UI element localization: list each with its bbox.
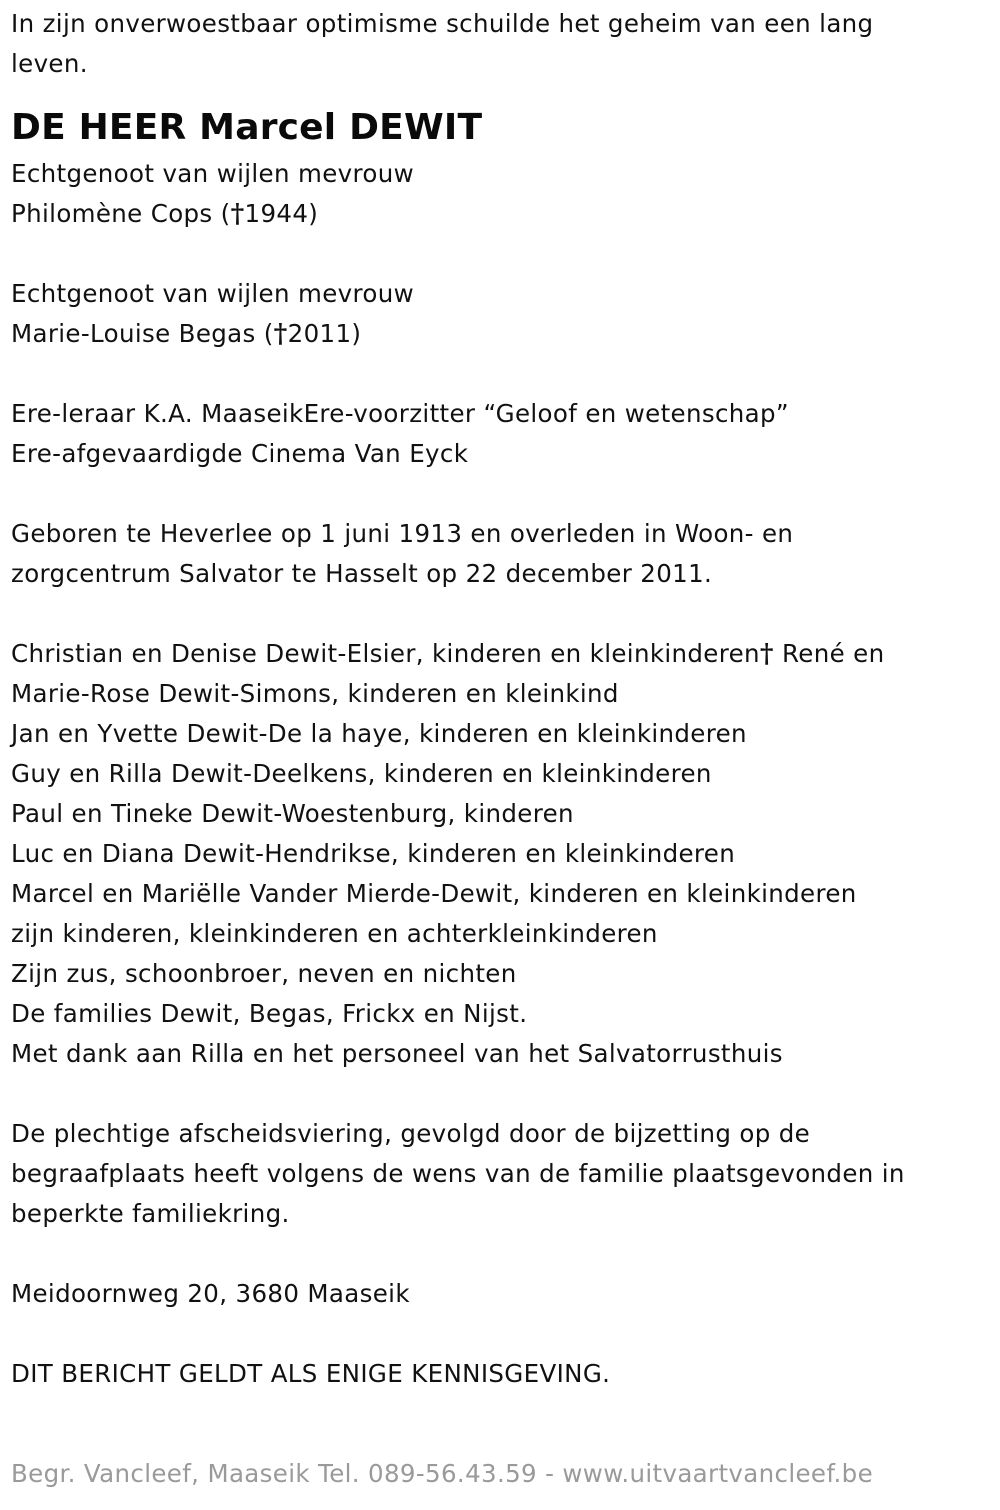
- family-line: [11, 634, 986, 674]
- family-line-end: René en: [773, 639, 885, 668]
- spouse-name-line: [11, 194, 986, 234]
- birth-death-line: zorgcentrum Salvator te Hasselt op 22 december 2011.: [11, 559, 713, 588]
- quote-line: leven.: [11, 49, 88, 78]
- spouse-relation: Echtgenoot van wijlen mevrouw: [11, 159, 414, 188]
- family-line: Zijn zus, schoonbroer, neven en nichten: [11, 959, 517, 988]
- obituary-document: [11, 4, 986, 1394]
- funeral-home-footer: Begr. Vancleef, Maaseik Tel. 089-56.43.59 - www.uitvaartvancleef.be: [11, 1459, 873, 1488]
- spouse-block: [11, 154, 986, 234]
- paragraph-gap: [11, 234, 986, 274]
- honor-line: Ere-leraar K.A. MaaseikEre-voorzitter “Geloof en wetenschap”: [11, 399, 789, 428]
- paragraph-gap: [11, 1074, 986, 1114]
- family-line: De families Dewit, Begas, Frickx en Nijst.: [11, 999, 528, 1028]
- family-line: Marcel en Mariëlle Vander Mierde-Dewit, kinderen en kleinkinderen: [11, 879, 857, 908]
- paragraph-gap: [11, 1234, 986, 1274]
- quote-line: In zijn onverwoestbaar optimisme schuilde het geheim van een lang: [11, 9, 874, 38]
- paragraph-gap: [11, 354, 986, 394]
- ceremony-block: [11, 1114, 986, 1234]
- honors-block: [11, 394, 986, 474]
- spouse-year: 1944): [244, 199, 319, 228]
- paragraph-gap: [11, 594, 986, 634]
- opening-quote: [11, 4, 986, 84]
- spouse-block: [11, 274, 986, 354]
- family-line: Paul en Tineke Dewit-Woestenburg, kinderen: [11, 799, 574, 828]
- family-block: [11, 634, 986, 1074]
- family-line: Met dank aan Rilla en het personeel van het Salvatorrusthuis: [11, 1039, 783, 1068]
- spouse-year: 2011): [287, 319, 362, 348]
- ceremony-line: beperkte familiekring.: [11, 1199, 290, 1228]
- birth-death-block: [11, 514, 986, 594]
- dagger-icon: †: [230, 199, 245, 229]
- family-line: Guy en Rilla Dewit-Deelkens, kinderen en kleinkinderen: [11, 759, 712, 788]
- paragraph-gap: [11, 1314, 986, 1354]
- birth-death-line: Geboren te Heverlee op 1 juni 1913 en overleden in Woon- en: [11, 519, 794, 548]
- honor-line: Ere-afgevaardigde Cinema Van Eyck: [11, 439, 469, 468]
- dagger-icon: †: [759, 639, 774, 669]
- ceremony-line: De plechtige afscheidsviering, gevolgd door de bijzetting op de: [11, 1119, 811, 1148]
- family-line: Luc en Diana Dewit-Hendrikse, kinderen en kleinkinderen: [11, 839, 736, 868]
- family-line: Jan en Yvette Dewit-De la haye, kinderen en kleinkinderen: [11, 719, 747, 748]
- dagger-icon: †: [273, 319, 288, 349]
- ceremony-line: begraafplaats heeft volgens de wens van de familie plaatsgevonden in: [11, 1159, 905, 1188]
- spouse-name: Philomène Cops (: [11, 199, 231, 228]
- family-line: Marie-Rose Dewit-Simons, kinderen en kleinkind: [11, 679, 619, 708]
- family-line-start: Christian en Denise Dewit-Elsier, kinderen en kleinkinderen: [11, 639, 760, 668]
- paragraph-gap: [11, 474, 986, 514]
- official-notice: DIT BERICHT GELDT ALS ENIGE KENNISGEVING.: [11, 1359, 611, 1388]
- family-line: zijn kinderen, kleinkinderen en achterkleinkinderen: [11, 919, 658, 948]
- spouse-name: Marie-Louise Begas (: [11, 319, 274, 348]
- spouse-name-line: [11, 314, 986, 354]
- address: Meidoornweg 20, 3680 Maaseik: [11, 1279, 410, 1308]
- spouse-relation: Echtgenoot van wijlen mevrouw: [11, 279, 414, 308]
- deceased-name: DE HEER Marcel DEWIT: [11, 107, 483, 148]
